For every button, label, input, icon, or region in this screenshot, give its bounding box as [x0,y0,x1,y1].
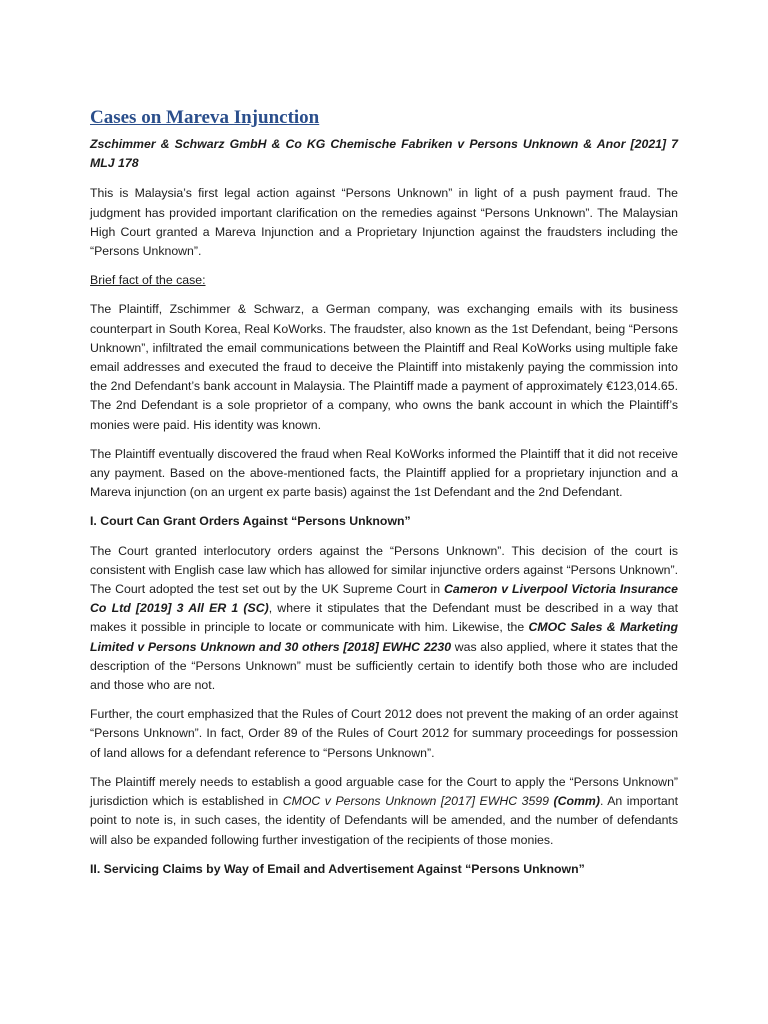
s1-p1-text-c: was also applied, where it states that the description of the “Persons Unknown” must be sufficiently certain to identify both those who are included and those who are not. [90,639,678,693]
facts-paragraph-1: The Plaintiff, Zschimmer & Schwarz, a German company, was exchanging emails with its business counterpart in South Korea, Real KoWorks. The fraudster, also known as the 1st Defendant, being “Persons Unknown”, infiltrated the email communications between the Plaintiff and Real KoWorks using multiple fake email addresses and executed the fraud to deceive the Plaintiff into mistakenly paying the commission into the 2nd Defendant’s bank account in Malaysia. The Plaintiff made a payment of approximately €123,014.65. The 2nd Defendant is a sole proprietor of a company, who owns the bank account in which the Plaintiff’s monies were paid. His identity was known. [90,302,678,432]
document-title: Cases on Mareva Injunction [90,107,320,128]
section-2-heading: II. Servicing Claims by Way of Email and Advertisement Against “Persons Unknown” [90,861,585,876]
case-reference-cmoc-2018: CMOC Sales & Marketing Limited v Persons Unknown and 30 others [2018] EWHC 2230 [90,620,678,654]
section-1-paragraph-2: Further, the court emphasized that the Rules of Court 2012 does not prevent the making of an order against “Persons Unknown”. In fact, Order 89 of the Rules of Court 2012 for summary proceedings for possession of land allows for a defendant reference to “Persons Unknown”. [90,707,678,760]
section-1-heading: I. Court Can Grant Orders Against “Persons Unknown” [90,514,411,529]
s1-p3-text-a: The Plaintiff merely needs to establish a good arguable case for the Court to apply the “Persons Unknown” jurisdiction which is established in [90,774,678,809]
case-citation: Zschimmer & Schwarz GmbH & Co KG Chemische Fabriken v Persons Unknown & Anor [2021] 7 MLJ 178 [90,137,678,171]
facts-heading-text: Brief fact of the case: [90,273,206,288]
case-reference-cmoc-2017-court: (Comm) [553,794,600,809]
s1-p1-text-a: The Court granted interlocutory orders against the “Persons Unknown”. This decision of the court is consistent with English case law which has allowed for similar injunctive orders against “Persons Unknown”. The Court adopted the test set out by the UK Supreme Court in [90,543,678,597]
s1-p1-text-b: , where it stipulates that the Defendant must be described in a way that makes it possible in principle to locate or communicate with him. Likewise, the [90,601,678,635]
facts-paragraph-2: The Plaintiff eventually discovered the fraud when Real KoWorks informed the Plaintiff that it did not receive any payment. Based on the above-mentioned facts, the Plaintiff applied for a proprietary injunction and a Mareva injunction (on an urgent ex parte basis) against the 1st Defendant and the 2nd Defendant. [90,446,678,500]
intro-paragraph: This is Malaysia’s first legal action against “Persons Unknown” in light of a push payment fraud. The judgment has provided important clarification on the remedies against “Persons Unknown”. The Malaysian High Court granted a Mareva Injunction and a Proprietary Injunction against the fraudsters including the “Persons Unknown”. [90,186,678,259]
case-reference-cmoc-2017: CMOC v Persons Unknown [2017] EWHC 3599 [282,794,554,809]
section-1-paragraph-1 [90,542,678,696]
facts-heading [90,271,678,290]
s1-p3-text-b: . An important point to note is, in such cases, the identity of Defendants will be amended, and the number of defendants will also be expanded following further investigation of the recipients of those monies. [90,794,679,847]
case-reference-cameron: Cameron v Liverpool Victoria Insurance Co Ltd [2019] 3 All ER 1 (SC) [90,582,678,616]
section-1-paragraph-3 [90,773,678,850]
